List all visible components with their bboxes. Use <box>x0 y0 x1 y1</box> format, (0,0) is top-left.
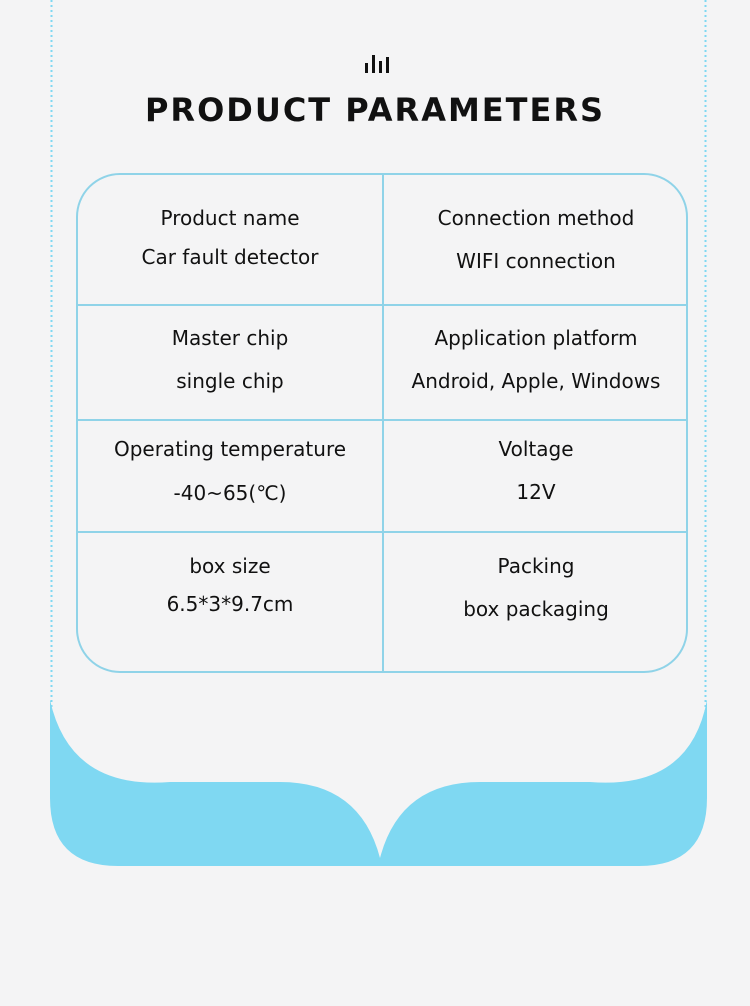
param-value: Car fault detector <box>141 245 319 269</box>
param-cell-voltage <box>384 421 688 531</box>
param-value: Android, Apple, Windows <box>411 369 661 393</box>
param-label: Operating temperature <box>113 437 347 461</box>
param-value: -40~65(℃) <box>173 481 287 505</box>
param-label: Packing <box>497 554 575 578</box>
blue-footer-shape <box>50 700 707 866</box>
param-label: Connection method <box>437 206 635 230</box>
param-cell-packing <box>384 533 688 673</box>
param-cell-master-chip <box>78 306 382 419</box>
param-cell-product-name <box>78 175 382 304</box>
param-cell-connection-method <box>384 175 688 304</box>
param-label: box size <box>189 554 271 578</box>
param-value: WIFI connection <box>456 249 616 273</box>
param-value: 6.5*3*9.7cm <box>166 592 294 616</box>
param-cell-operating-temperature <box>78 421 382 531</box>
param-label: Application platform <box>434 326 638 350</box>
page-title: PRODUCT PARAMETERS <box>144 91 606 129</box>
param-cell-box-size <box>78 533 382 673</box>
param-value: box packaging <box>463 597 609 621</box>
param-value: 12V <box>516 480 556 504</box>
bar-chart-icon <box>364 53 394 75</box>
param-label: Product name <box>160 206 300 230</box>
param-label: Voltage <box>498 437 574 461</box>
param-value: single chip <box>176 369 284 393</box>
parameters-table <box>76 173 688 673</box>
param-label: Master chip <box>171 326 289 350</box>
param-cell-application-platform <box>384 306 688 419</box>
